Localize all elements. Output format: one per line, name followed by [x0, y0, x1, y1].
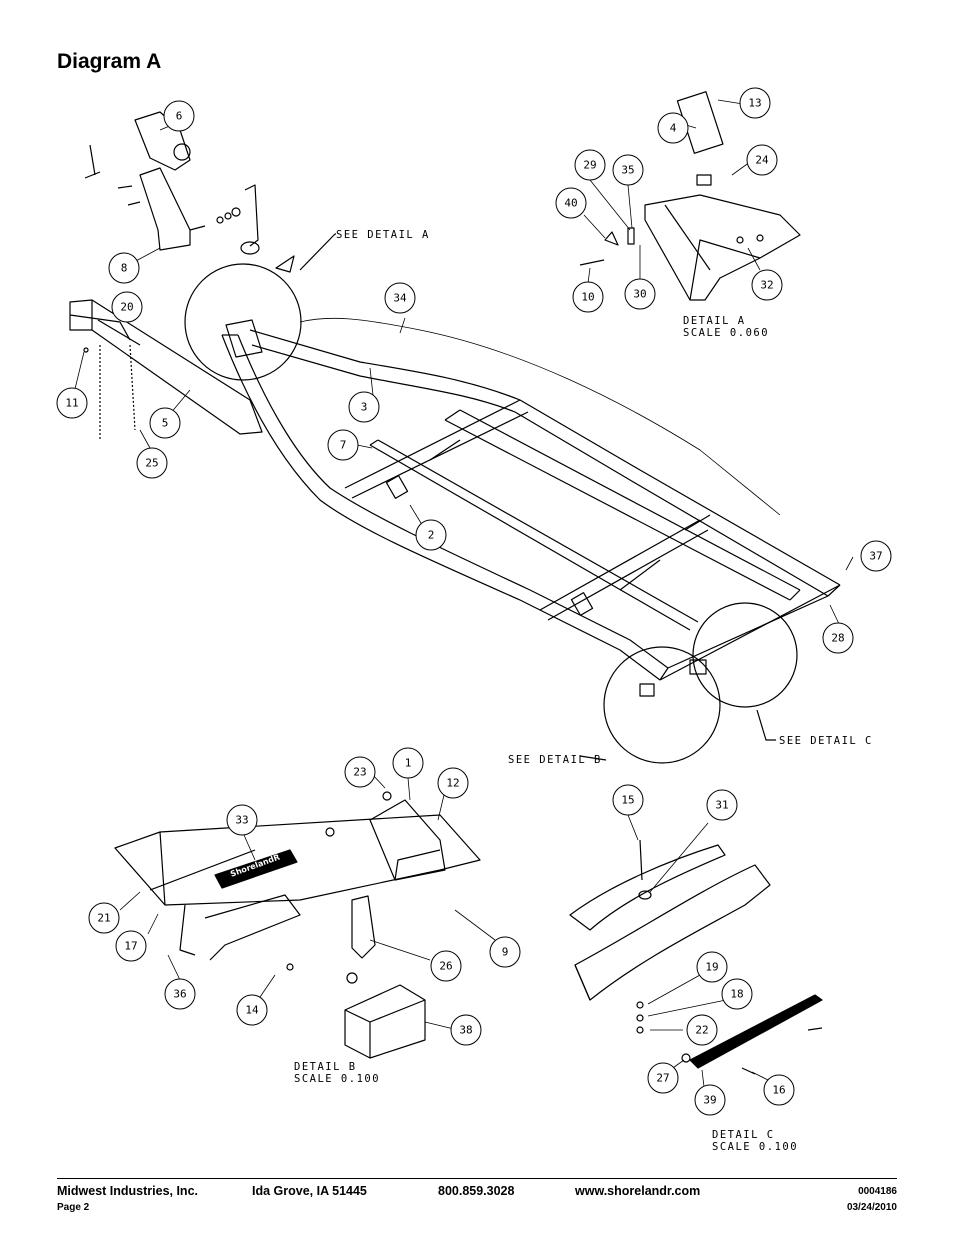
callout-label: 17 — [124, 939, 138, 953]
callout-40 — [556, 188, 586, 218]
callout-34 — [385, 283, 415, 313]
callout-3 — [349, 392, 379, 422]
callout-label: 35 — [621, 163, 635, 177]
callout-6 — [164, 101, 194, 131]
callout-35 — [613, 155, 643, 185]
footer-page: Page 2 — [57, 1202, 90, 1213]
callout-label: 18 — [730, 987, 744, 1001]
footer-city: Ida Grove, IA 51445 — [252, 1184, 367, 1198]
footer-website: www.shorelandr.com — [575, 1184, 701, 1198]
see-detail-a-label: SEE DETAIL A — [336, 229, 430, 241]
callout-label: 10 — [581, 290, 595, 304]
callout-32 — [752, 270, 782, 300]
callout-label: 14 — [245, 1003, 259, 1017]
callout-label: 5 — [161, 416, 169, 430]
callout-28 — [823, 623, 853, 653]
callout-10 — [573, 282, 603, 312]
callout-label: 2 — [427, 528, 435, 542]
callout-20 — [112, 292, 142, 322]
callout-label: 3 — [360, 400, 368, 414]
callout-label: 19 — [705, 960, 719, 974]
page-title: Diagram A — [57, 50, 162, 73]
detail-b-drawing — [115, 792, 480, 1058]
trailer-frame — [222, 318, 840, 696]
callout-label: 28 — [831, 631, 845, 645]
callout-label: 32 — [760, 278, 774, 292]
detail-a-scale: SCALE 0.060 — [683, 327, 770, 339]
callout-label: 21 — [97, 911, 111, 925]
callout-8 — [109, 253, 139, 283]
callout-label: 29 — [583, 158, 597, 172]
callout-22 — [687, 1015, 717, 1045]
callout-17 — [116, 931, 146, 961]
callout-1 — [393, 748, 423, 778]
callout-label: 7 — [339, 438, 347, 452]
callout-label: 13 — [748, 96, 762, 110]
footer-company: Midwest Industries, Inc. — [57, 1184, 198, 1198]
callout-label: 26 — [439, 959, 453, 973]
callout-label: 37 — [869, 549, 883, 563]
shorelandr-plate-text: ShorelandR — [229, 852, 282, 879]
callout-25 — [137, 448, 167, 478]
callout-5 — [150, 408, 180, 438]
see-detail-b-label: SEE DETAIL B — [508, 754, 602, 766]
callout-26 — [431, 951, 461, 981]
detail-b-scale: SCALE 0.100 — [294, 1073, 381, 1085]
footer-phone: 800.859.3028 — [438, 1184, 515, 1198]
callout-39 — [695, 1085, 725, 1115]
callout-7 — [328, 430, 358, 460]
callout-label: 6 — [175, 109, 183, 123]
callout-label: 38 — [459, 1023, 473, 1037]
detail-a-drawing — [580, 92, 800, 300]
callout-31 — [707, 790, 737, 820]
callout-19 — [697, 952, 727, 982]
callout-27 — [648, 1063, 678, 1093]
callout-label: 33 — [235, 813, 249, 827]
callout-label: 12 — [446, 776, 460, 790]
callout-label: 25 — [145, 456, 159, 470]
callout-14 — [237, 995, 267, 1025]
callout-36 — [165, 979, 195, 1009]
callout-label: 34 — [393, 291, 407, 305]
callout-16 — [764, 1075, 794, 1105]
winch-stand — [85, 109, 259, 254]
callout-label: 24 — [755, 153, 769, 167]
footer-date: 03/24/2010 — [846, 1202, 897, 1213]
detail-c-scale: SCALE 0.100 — [712, 1141, 799, 1153]
callout-label: 31 — [715, 798, 729, 812]
callout-24 — [747, 145, 777, 175]
callout-9 — [490, 937, 520, 967]
callout-label: 36 — [173, 987, 187, 1001]
callout-label: 23 — [353, 765, 367, 779]
callout-label: 20 — [120, 300, 134, 314]
callout-label: 1 — [404, 756, 412, 770]
callout-label: 15 — [621, 793, 635, 807]
callout-15 — [613, 785, 643, 815]
callout-label: 22 — [695, 1023, 709, 1037]
callout-18 — [722, 979, 752, 1009]
callout-label: 40 — [564, 196, 578, 210]
leader-lines — [74, 100, 853, 1095]
callout-label: 4 — [669, 121, 677, 135]
callout-label: 30 — [633, 287, 647, 301]
callout-label: 16 — [772, 1083, 786, 1097]
callout-21 — [89, 903, 119, 933]
callout-2 — [416, 520, 446, 550]
callout-29 — [575, 150, 605, 180]
callout-label: 11 — [65, 396, 79, 410]
detail-b-circle — [604, 647, 720, 763]
callout-12 — [438, 768, 468, 798]
detail-a-title: DETAIL A — [683, 315, 746, 327]
callout-label: 27 — [656, 1071, 670, 1085]
callout-label: 8 — [120, 261, 128, 275]
callout-13 — [740, 88, 770, 118]
see-detail-c-label: SEE DETAIL C — [779, 735, 873, 747]
callout-label: 9 — [501, 945, 509, 959]
footer-divider — [57, 1178, 897, 1179]
footer-doc-number: 0004186 — [858, 1186, 897, 1197]
callout-11 — [57, 388, 87, 418]
detail-b-title: DETAIL B — [294, 1061, 357, 1073]
detail-c-title: DETAIL C — [712, 1129, 775, 1141]
callout-30 — [625, 279, 655, 309]
callout-label: 39 — [703, 1093, 717, 1107]
callout-33 — [227, 805, 257, 835]
callout-23 — [345, 757, 375, 787]
callout-4 — [658, 113, 688, 143]
callout-38 — [451, 1015, 481, 1045]
callout-37 — [861, 541, 891, 571]
